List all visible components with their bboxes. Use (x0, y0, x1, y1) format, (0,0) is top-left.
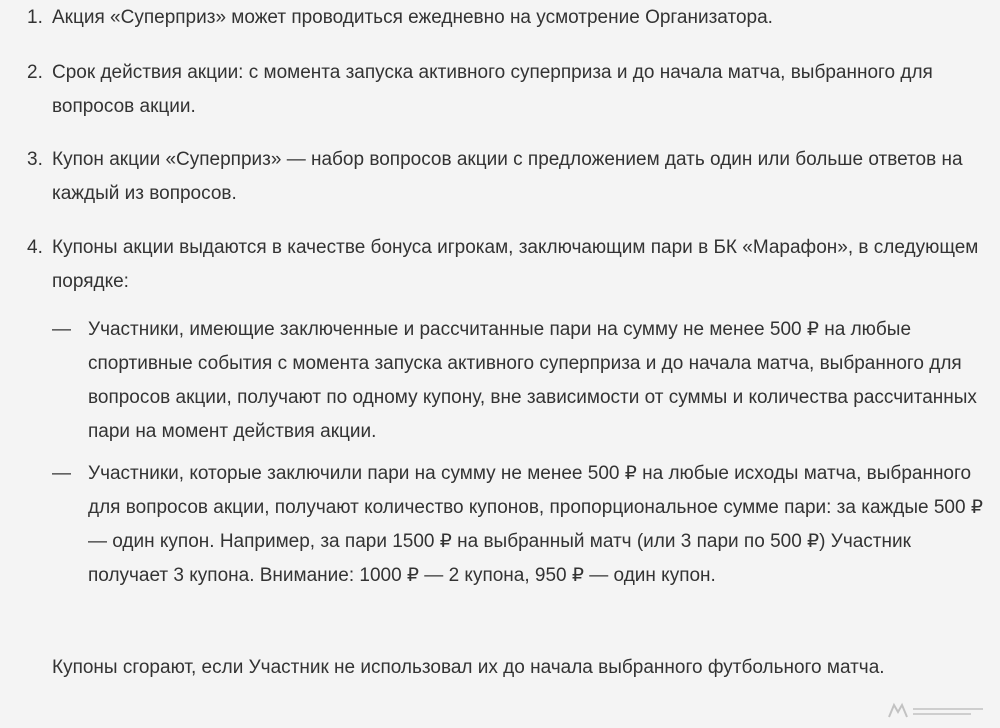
rule-number: 3. (27, 149, 43, 170)
condition-text: Участники, имеющие заключенные и рассчитанные пари на сумму не менее 500 ₽ на любые спортивные события с момента запуска активного суперприза и до начала матча, выбранного для вопросов акции, получают по одному купону, вне зависимости от суммы и количества рассчитанных пари на момент действия акции. (88, 319, 977, 442)
rule-number: 2. (27, 62, 43, 83)
rule-number: 1. (27, 7, 43, 28)
rule-text: Купон акции «Суперприз» — набор вопросов акции с предложением дать один или больше ответов на каждый из вопросов. (52, 149, 963, 204)
dash-marker: — (52, 463, 71, 484)
rule-text: Срок действия акции: с момента запуска активного суперприза и до начала матча, выбранного для вопросов акции. (52, 62, 933, 117)
condition-text: Участники, которые заключили пари на сумму не менее 500 ₽ на любые исходы матча, выбранного для вопросов акции, получают количество купонов, пропорциональное сумме пари: за каждые 500 ₽ — один купон. Например, за пари 1500 ₽ на выбранный матч (или 3 пари по 500 ₽) Участник получает 3 купона. Внимание: 1000 ₽ — 2 купона, 950 ₽ — один купон. (88, 463, 983, 586)
site-watermark-logo-icon (885, 700, 990, 722)
rule-text: Акция «Суперприз» может проводиться ежедневно на усмотрение Организатора. (52, 7, 773, 28)
rule-number: 4. (27, 237, 43, 258)
rule-text: Купоны акции выдаются в качестве бонуса игрокам, заключающим пари в БК «Марафон», в следующем порядке: (52, 237, 979, 292)
closing-note: Купоны сгорают, если Участник не использовал их до начала выбранного футбольного матча. (52, 657, 885, 678)
dash-marker: — (52, 319, 71, 340)
